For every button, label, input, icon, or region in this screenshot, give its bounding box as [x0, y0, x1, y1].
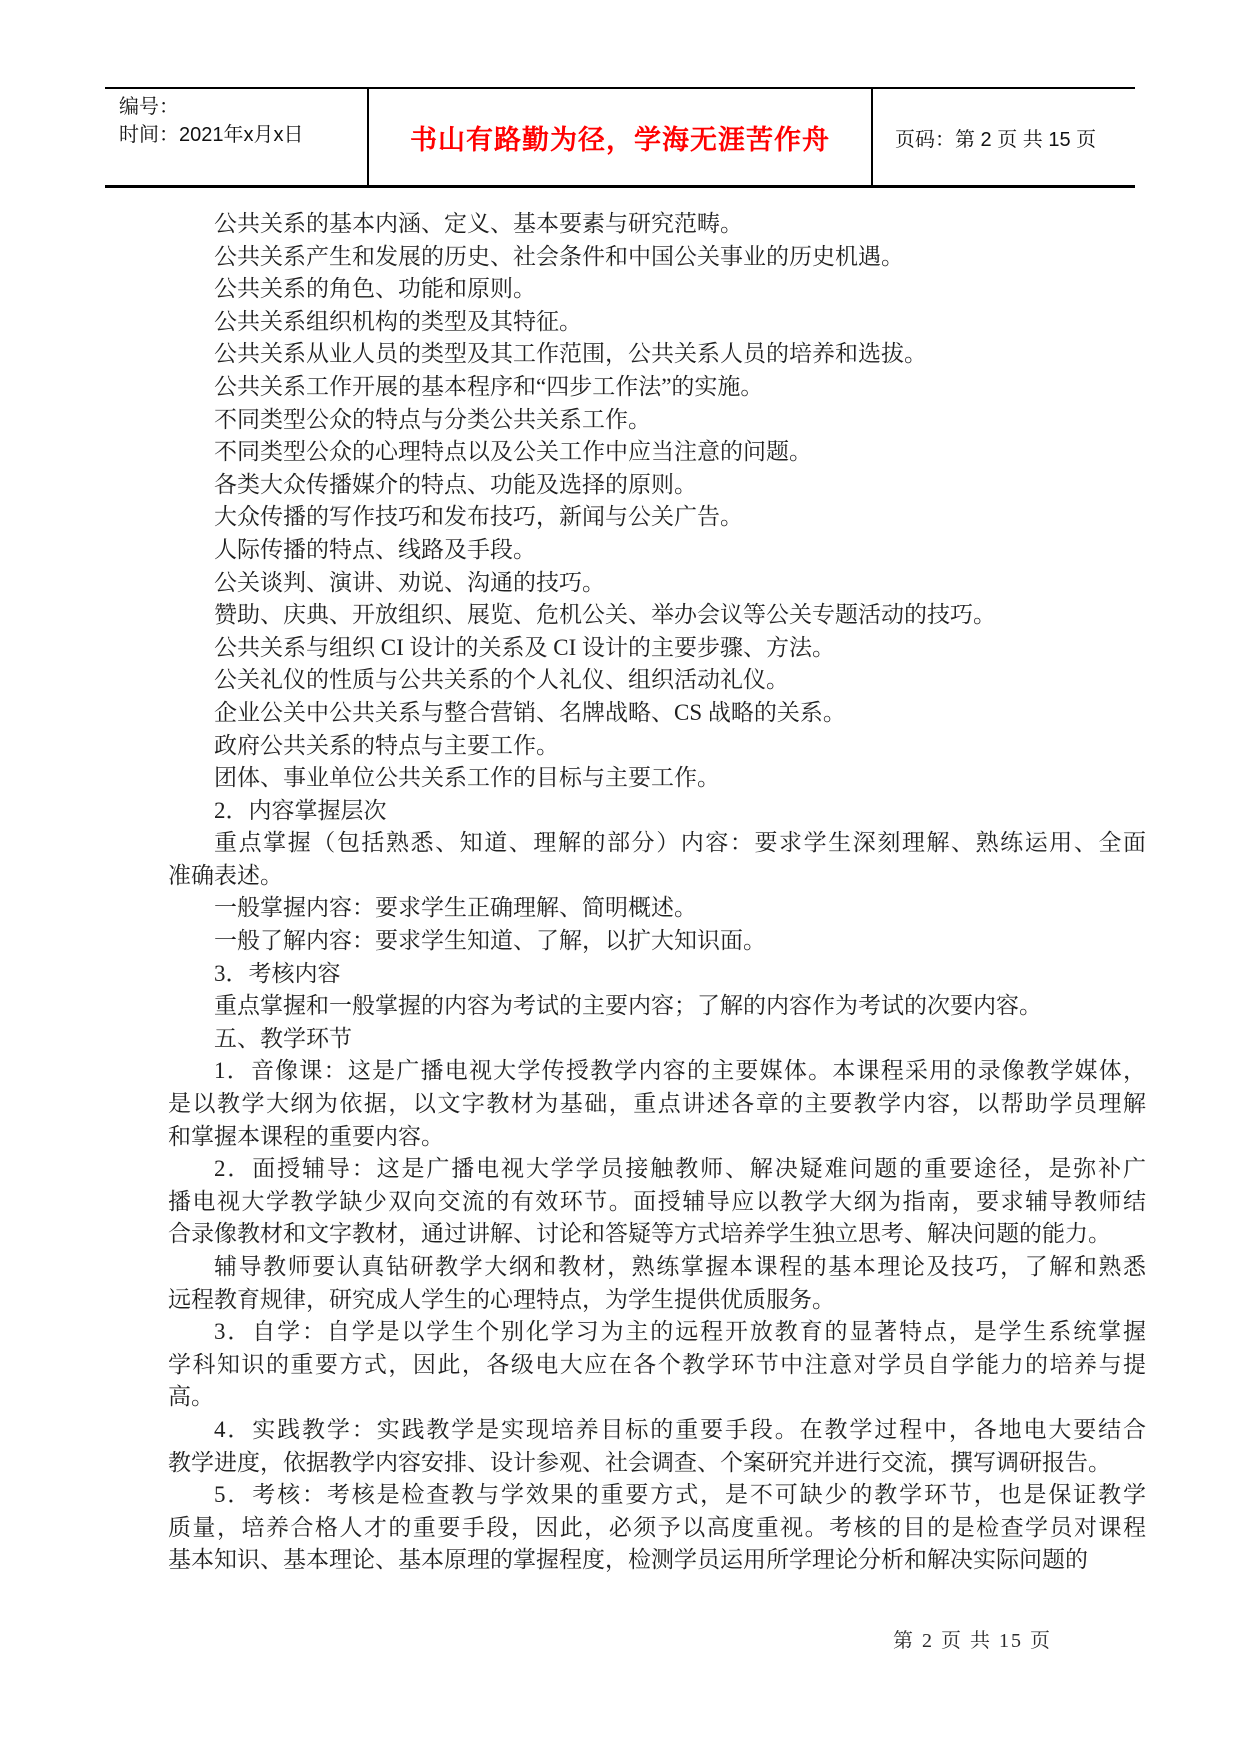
text-line: 3．考核内容: [214, 960, 341, 986]
paragraph: [168, 501, 1146, 534]
text-line: 2．内容掌握层次: [214, 797, 387, 823]
paragraph: [168, 273, 1146, 306]
paragraph: [168, 436, 1146, 469]
text-line: 辅导教师要认真钻研教学大纲和教材，熟练掌握本课程的基本理论及技巧，了解和熟悉: [214, 1254, 1146, 1279]
text-line: 赞助、庆典、开放组织、展览、危机公关、举办会议等公关专题活动的技巧。: [214, 602, 996, 628]
text-line: 人际传播的特点、线路及手段。: [214, 536, 536, 562]
text-line: 企业公关中公共关系与整合营销、名牌战略、CS 战略的关系。: [214, 699, 846, 725]
header-left-cell: [105, 89, 369, 185]
text-line: 1．音像课：这是广播电视大学传授教学内容的主要媒体。本课程采用的录像教学媒体，: [214, 1058, 1146, 1084]
paragraph: [168, 567, 1146, 600]
page-number-label: 页码：第 2 页 共 15 页: [895, 128, 1097, 151]
paragraph: [168, 1479, 1146, 1577]
text-line: 各类大众传播媒介的特点、功能及选择的原则。: [214, 471, 697, 497]
slogan-banner: 书山有路勤为径，学海无涯苦作舟: [410, 124, 830, 155]
text-line: 是以教学大纲为依据，以文字教材为基础，重点讲述各章的主要教学内容，以帮助学员理解: [168, 1091, 1146, 1117]
doc-date-label: 时间：2021年x月x日: [119, 124, 304, 146]
text-line: 基本知识、基本理论、基本原理的掌握程度，检测学员运用所学理论分析和解决实际问题的: [168, 1547, 1088, 1573]
text-line: 五、教学环节: [214, 1025, 352, 1051]
text-line: 不同类型公众的特点与分类公共关系工作。: [214, 406, 651, 432]
paragraph: [168, 795, 1146, 828]
paragraph: [168, 730, 1146, 763]
paragraph: [168, 469, 1146, 502]
paragraph: [168, 827, 1146, 892]
page-number-cell: [871, 89, 1135, 185]
text-line: 3．自学：自学是以学生个别化学习为主的远程开放教育的显著特点，是学生系统掌握: [214, 1319, 1146, 1345]
text-line: 公关谈判、演讲、劝说、沟通的技巧。: [214, 569, 605, 595]
text-line: 重点掌握（包括熟悉、知道、理解的部分）内容：要求学生深刻理解、熟练运用、全面: [214, 830, 1146, 856]
text-line: 公关礼仪的性质与公共关系的个人礼仪、组织活动礼仪。: [214, 667, 789, 693]
paragraph: [168, 1023, 1146, 1056]
text-line: 公共关系的基本内涵、定义、基本要素与研究范畴。: [214, 211, 743, 236]
text-line: 公共关系的角色、功能和原则。: [214, 276, 536, 302]
text-line: 4．实践教学：实践教学是实现培养目标的重要手段。在教学过程中，各地电大要结合: [214, 1416, 1146, 1442]
document-body: [168, 208, 1146, 1577]
text-line: 质量，培养合格人才的重要手段，因此，必须予以高度重视。考核的目的是检查学员对课程: [168, 1514, 1146, 1540]
paragraph: [168, 697, 1146, 730]
paragraph: [168, 1316, 1146, 1414]
text-line: 重点掌握和一般掌握的内容为考试的主要内容；了解的内容作为考试的次要内容。: [214, 993, 1042, 1019]
text-line: 公共关系工作开展的基本程序和“四步工作法”的实施。: [214, 373, 764, 399]
paragraph: [168, 1251, 1146, 1316]
paragraph: [168, 1414, 1146, 1479]
text-line: 学科知识的重要方式，因此，各级电大应在各个教学环节中注意对学员自学能力的培养与提: [168, 1351, 1146, 1377]
text-line: 公共关系从业人员的类型及其工作范围，公共关系人员的培养和选拔。: [214, 341, 927, 367]
paragraph: [168, 664, 1146, 697]
text-line: 公共关系产生和发展的历史、社会条件和中国公关事业的历史机遇。: [214, 243, 904, 269]
text-line: 公共关系组织机构的类型及其特征。: [214, 308, 582, 334]
text-line: 团体、事业单位公共关系工作的目标与主要工作。: [214, 765, 720, 791]
text-line: 高。: [168, 1384, 214, 1410]
paragraph: [168, 306, 1146, 339]
paragraph: [168, 208, 1146, 241]
paragraph: [168, 762, 1146, 795]
text-line: 大众传播的写作技巧和发布技巧，新闻与公关广告。: [214, 504, 743, 530]
text-line: 公共关系与组织 CI 设计的关系及 CI 设计的主要步骤、方法。: [214, 634, 835, 660]
text-line: 播电视大学教学缺少双向交流的有效环节。面授辅导应以教学大纲为指南，要求辅导教师结: [168, 1188, 1146, 1214]
header-slogan-cell: [369, 89, 871, 185]
paragraph: [168, 632, 1146, 665]
text-line: 政府公共关系的特点与主要工作。: [214, 732, 559, 758]
text-line: 一般掌握内容：要求学生正确理解、简明概述。: [214, 895, 697, 921]
text-line: 不同类型公众的心理特点以及公关工作中应当注意的问题。: [214, 439, 812, 465]
footer-page-info: 第 2 页 共 15 页: [893, 1630, 1052, 1652]
text-line: 准确表述。: [168, 862, 283, 888]
paragraph: [168, 599, 1146, 632]
paragraph: [168, 892, 1146, 925]
paragraph: [168, 534, 1146, 567]
doc-number-label: 编号：: [119, 96, 179, 118]
paragraph: [168, 338, 1146, 371]
paragraph: [168, 404, 1146, 437]
text-line: 教学进度，依据教学内容安排、设计参观、社会调查、个案研究并进行交流，撰写调研报告。: [168, 1449, 1111, 1475]
paragraph: [168, 925, 1146, 958]
text-line: 5．考核：考核是检查教与学效果的重要方式，是不可缺少的教学环节，也是保证教学: [214, 1482, 1146, 1508]
paragraph: [168, 990, 1146, 1023]
text-line: 合录像教材和文字教材，通过讲解、讨论和答疑等方式培养学生独立思考、解决问题的能力。: [168, 1221, 1111, 1247]
text-line: 远程教育规律，研究成人学生的心理特点，为学生提供优质服务。: [168, 1286, 835, 1312]
paragraph: [168, 1055, 1146, 1153]
text-line: 2．面授辅导：这是广播电视大学学员接触教师、解决疑难问题的重要途径，是弥补广: [214, 1156, 1146, 1182]
paragraph: [168, 241, 1146, 274]
paragraph: [168, 1153, 1146, 1251]
text-line: 一般了解内容：要求学生知道、了解，以扩大知识面。: [214, 928, 766, 954]
text-line: 和掌握本课程的重要内容。: [168, 1123, 444, 1149]
header-table: [105, 87, 1135, 188]
paragraph: [168, 958, 1146, 991]
paragraph: [168, 371, 1146, 404]
